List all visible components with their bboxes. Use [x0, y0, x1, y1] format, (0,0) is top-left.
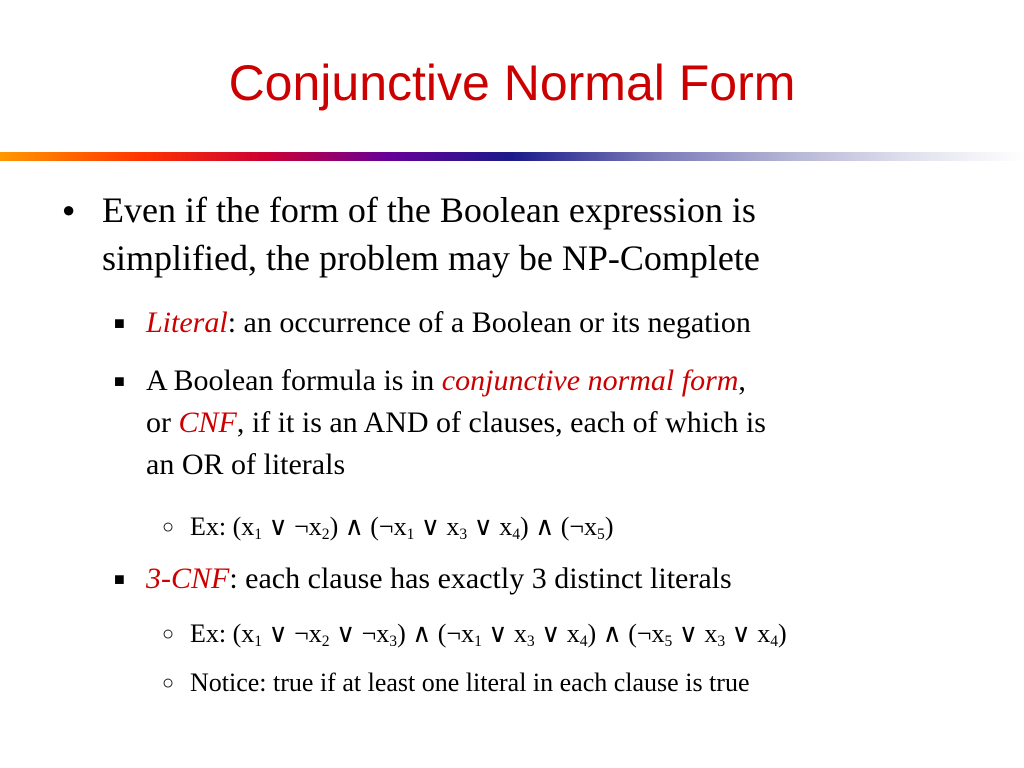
three-cnf-term: 3-CNF: [146, 562, 230, 595]
bullet-square-icon: ■: [114, 569, 125, 589]
cnf-pre: A Boolean formula is in: [146, 364, 442, 397]
cnf-abbr: CNF: [178, 406, 237, 439]
bullet-dot-icon: ●: [62, 197, 76, 222]
bullet-circle-icon: ○: [162, 516, 175, 538]
bullet-square-icon: ■: [114, 313, 125, 333]
notice-text: Notice: true if at least one literal in each clause is true: [190, 668, 750, 697]
three-cnf-rest: : each clause has exactly 3 distinct literals: [229, 562, 732, 595]
cnf-term: conjunctive normal form: [441, 364, 739, 397]
title-gradient-rule: [0, 152, 1024, 161]
slide-title: Conjunctive Normal Form: [228, 55, 796, 111]
cnf-post: , if it is an AND of clauses, each of which is: [236, 406, 766, 439]
literal-term: Literal: [146, 306, 228, 339]
cnf-line-1: [146, 360, 996, 402]
main-bullet-line-2: simplified, the problem may be NP-Complete: [102, 238, 760, 278]
cnf-or-word: or: [146, 406, 179, 439]
cnf-definition: [146, 360, 996, 486]
main-bullet-text: [102, 186, 982, 282]
cnf-line-2: [146, 402, 996, 444]
bullet-circle-icon: ○: [162, 623, 175, 645]
three-cnf-example: Ex: ($x_1$ ∨ $\neg x_2$ ∨ $\neg x_3$) ∧ ($\neg x_1$ ∨ $x_3$ ∨ $x_4$) ∧ ($\neg x_5$ ∨ $x_3$ ∨ $x_4$): [190, 619, 787, 650]
literal-rest: : an occurrence of a Boolean or its negation: [227, 306, 751, 339]
bullet-circle-icon: ○: [162, 672, 175, 694]
bullet-square-icon: ■: [114, 371, 125, 391]
cnf-comma: ,: [738, 364, 746, 397]
main-bullet-line-1: Even if the form of the Boolean expression is: [102, 190, 756, 230]
three-cnf-definition: [146, 558, 996, 600]
cnf-example: Ex: ($x_1$ ∨ $\neg x_2$) ∧ ($\neg x_1$ ∨ $x_3$ ∨ $x_4$) ∧ $(\neg x_5)$: [190, 512, 614, 543]
literal-definition: [146, 302, 996, 344]
cnf-line-3: an OR of literals: [146, 448, 346, 481]
